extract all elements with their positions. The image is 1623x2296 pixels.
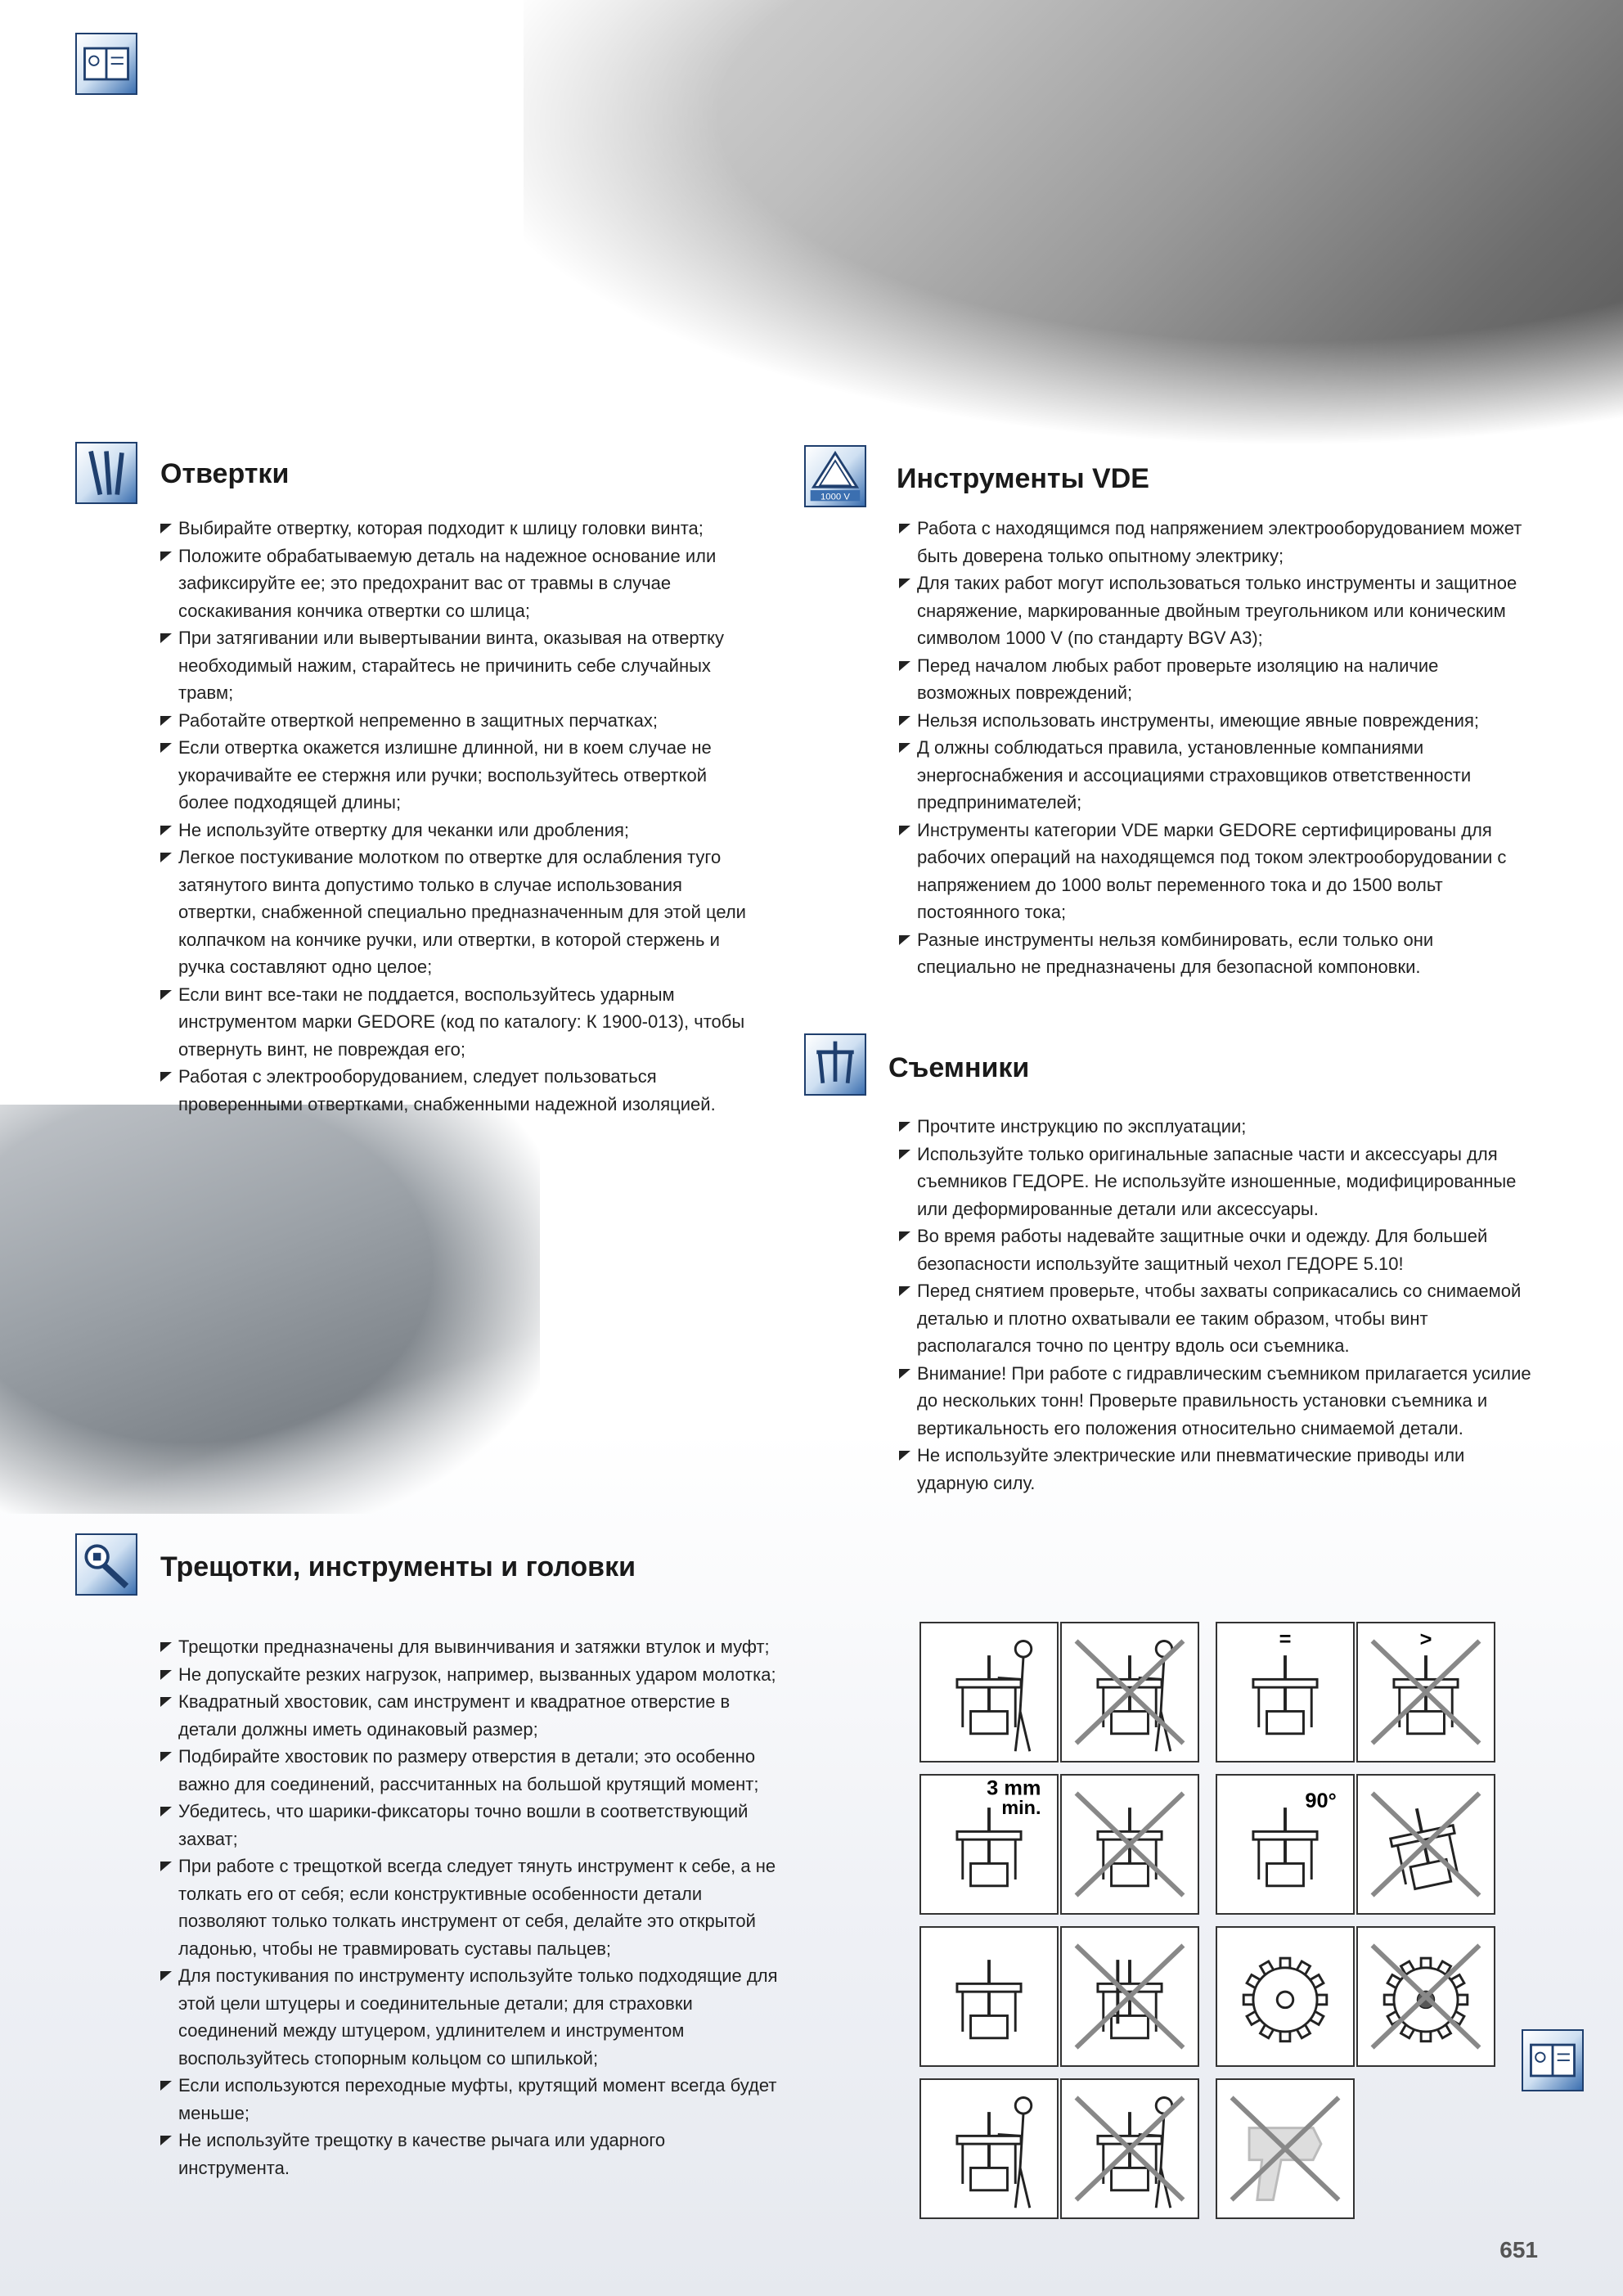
bullet-item: Не используйте трещотку в качестве рычага или ударного инструмента. [159,2127,780,2181]
manual-book-icon [1522,2029,1584,2091]
pictogram-puller-90-ok [1216,1774,1355,1915]
svg-text:1000 V: 1000 V [820,492,851,502]
bullet-item: При затягивании или вывертывании винта, оказывая на отвертку необходимый нажим, старайтесь не причинить себе случайных травм; [159,624,756,707]
tools-in-use-photo [524,0,1623,458]
bullet-item: Перед снятием проверьте, чтобы захваты соприкасались со снимаемой деталью и плотно охватывали ее таким образом, чтобы винт располагался точно по центру вдоль оси съемника. [897,1277,1535,1360]
ratchets-list [159,1633,780,2181]
pictogram-puller-stand-ok [919,2078,1059,2219]
vde-title: Инструменты VDE [897,463,1149,494]
pictogram-puller-equal-ok [1216,1622,1355,1763]
ratchets-title: Трещотки, инструменты и головки [160,1551,636,1582]
svg-text:>: > [1419,1627,1432,1651]
vde-list [897,515,1535,981]
pictogram-puller-greater-wrong [1356,1622,1495,1763]
puller-usage-pictograms [919,1622,1505,2224]
pullers-title: Съемники [888,1052,1030,1083]
bullet-item: Квадратный хвостовик, сам инструмент и квадратное отверстие в детали должны иметь одинаковый размер; [159,1688,780,1743]
vde-1000v-icon [804,445,866,507]
svg-text:90°: 90° [1305,1790,1337,1813]
bullet-item: Если используются переходные муфты, крутящий момент всегда будет меньше; [159,2072,780,2127]
pictogram-gear-ok [1216,1926,1355,2067]
bullet-item: Работа с находящимся под напряжением электрооборудованием может быть доверена только опытному электрику; [897,515,1535,569]
bullet-item: Перед началом любых работ проверьте изоляцию на наличие возможных повреждений; [897,652,1535,707]
manual-book-icon [75,33,137,95]
pictogram-puller-gap-wrong [1060,1774,1199,1915]
bullet-item: Прочтите инструкцию по эксплуатации; [897,1113,1535,1141]
bullet-item: Выбирайте отвертку, которая подходит к шлицу головки винта; [159,515,756,542]
bullet-item: Во время работы надевайте защитные очки и одежду. Для большей безопасности используйте защитный чехол ГЕДОРЕ 5.10! [897,1222,1535,1277]
bullet-item: Работайте отверткой непременно в защитных перчатках; [159,707,756,735]
screwdrivers-title: Отвертки [160,458,290,489]
pictogram-puller-centered-ok [919,1926,1059,2067]
bullet-item: Работая с электрооборудованием, следует пользоваться проверенными отвертками, снабженными надежной изоляцией. [159,1063,756,1118]
screwdrivers-list [159,515,756,1118]
bullet-item: Не допускайте резких нагрузок, например, вызванных ударом молотка; [159,1661,780,1689]
bullet-item: Нельзя использовать инструменты, имеющие явные повреждения; [897,707,1535,735]
bullet-item: Убедитесь, что шарики-фиксаторы точно вошли в соответствующий захват; [159,1798,780,1853]
bullet-item: Используйте только оригинальные запасные части и аксессуары для съемников ГЕДОРЕ. Не используйте изношенные, модифицированные или деформированные детали или аксессуары. [897,1141,1535,1223]
bullet-item: Не используйте отвертку для чеканки или дробления; [159,817,756,844]
pictogram-puller-hammer-wrong [1060,2078,1199,2219]
pictogram-puller-offcenter-wrong [1060,1926,1199,2067]
bullet-item: Трещотки предназначены для вывинчивания и затяжки втулок и муфт; [159,1633,780,1661]
bullet-item: Д олжны соблюдаться правила, установленные компаниями энергоснабжения и ассоциациями страховщиков ответственности предпринимателей; [897,734,1535,817]
bullet-item: При работе с трещоткой всегда следует тянуть инструмент к себе, а не толкать его от себя; если конструктивные особенности детали позволяют только толкать инструмент от себя, делайте это открытой ладонью, чтобы не травмировать суставы пальцев; [159,1853,780,1962]
ratchet-in-use-photo [0,1105,540,1514]
bullet-item: Разные инструменты нельзя комбинировать, если только они специально не предназначены для безопасной компоновки. [897,926,1535,981]
pictogram-puller-gap-ok [919,1774,1059,1915]
svg-text:=: = [1279,1627,1292,1651]
bullet-item: Легкое постукивание молотком по отвертке для ослабления туго затянутого винта допустимо только в случае использования отвертки, снабженной специально предназначенным для этой цели колпачком на кончике ручки, или отвертки, в которой стержень и ручка составляют одно целое; [159,844,756,981]
page-number: 651 [1499,2237,1538,2262]
bullet-item: Положите обрабатываемую деталь на надежное основание или зафиксируйте ее; это предохранит вас от травмы в случае соскакивания кончика отвертки со шлица; [159,542,756,625]
puller-icon [804,1033,866,1096]
pullers-list [897,1113,1535,1497]
svg-text:3 mm: 3 mm [987,1776,1041,1800]
bullet-item: Внимание! При работе с гидравлическим съемником прилагается усилие до нескольких тонн! Проверьте правильность установки съемника и вертикальность его положения относительно снимаемой детали. [897,1360,1535,1443]
pictogram-gear-wrong [1356,1926,1495,2067]
bullet-item: Подбирайте хвостовик по размеру отверстия в детали; это особенно важно для соединений, рассчитанных на большой крутящий момент; [159,1743,780,1798]
bullet-item: Инструменты категории VDE марки GEDORE сертифицированы для рабочих операций на находящемся под током электрооборудовании с напряжением до 1000 вольт переменного тока и до 1500 вольт постоянного тока; [897,817,1535,926]
svg-text:min.: min. [1001,1796,1041,1818]
screwdriver-icon [75,442,137,504]
ratchet-icon [75,1533,137,1596]
pictogram-puller-tilted-wrong [1356,1774,1495,1915]
pictogram-puller-operator-wrong [1060,1622,1199,1763]
pictogram-puller-operator-ok [919,1622,1059,1763]
pictogram-power-tool-wrong [1216,2078,1355,2219]
bullet-item: Если винт все-таки не поддается, воспользуйтесь ударным инструментом марки GEDORE (код по каталогу: К 1900-013), чтобы отвернуть винт, не повреждая его; [159,981,756,1064]
bullet-item: Если отвертка окажется излишне длинной, ни в коем случае не укорачивайте ее стержня или ручки; воспользуйтесь отверткой более подходящей длины; [159,734,756,817]
bullet-item: Не используйте электрические или пневматические приводы или ударную силу. [897,1442,1535,1497]
bullet-item: Для постукивания по инструменту используйте только подходящие для этой цели штуцеры и соединительные детали; для страховки соединений между штуцером, удлинителем и инструментом воспользуйтесь стопорным кольцом со шпилькой; [159,1962,780,2072]
bullet-item: Для таких работ могут использоваться только инструменты и защитное снаряжение, маркированные двойным треугольником или коническим символом 1000 V (по стандарту BGV A3); [897,569,1535,652]
